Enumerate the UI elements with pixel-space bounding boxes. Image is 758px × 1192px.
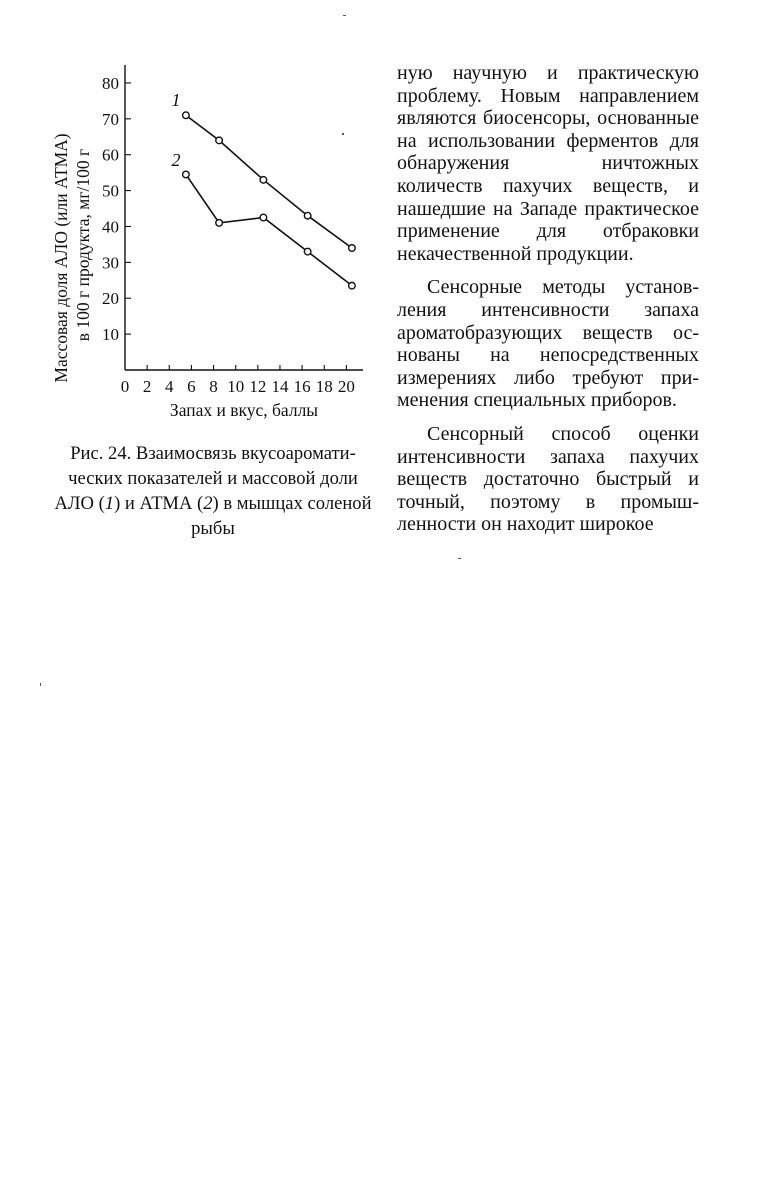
y-axis-title: [51, 133, 93, 382]
x-tick-label: 6: [187, 377, 196, 396]
y-tick-label: 80: [102, 73, 119, 93]
series-2-point: [183, 171, 190, 178]
y-tick-label: 20: [102, 289, 119, 309]
x-tick-label: 8: [209, 377, 218, 396]
series-2-point: [349, 282, 356, 289]
x-tick-label: 18: [315, 377, 333, 396]
body-paragraph-3: Сенсорный способ оценки интенсивности запаха пахучих веществ достаточно быстрый и точный, поэтому в промышленности он находит широкое: [397, 422, 699, 536]
y-tick-label: 30: [102, 253, 119, 273]
y-tick-label: 60: [102, 145, 119, 165]
caption-series-1: 1: [104, 493, 115, 514]
x-tick-label: 4: [165, 377, 174, 396]
series-2-point: [216, 220, 223, 227]
scan-speck: [40, 683, 41, 686]
series-1-point: [183, 112, 190, 119]
y-tick-label: 70: [102, 109, 119, 129]
x-axis-title: Запах и вкус, баллы: [169, 400, 319, 420]
body-paragraph-1: ную научную и практическую проблему. Новым направлением являются биосенсоры, основанные на использовании ферментов для обнаружения ничтожных количеств пахучих веществ, и нашедшие на Западе практическое применение для отбраковки некачественной продукции.: [397, 62, 699, 265]
scan-speck: [343, 15, 346, 16]
chart: [45, 55, 380, 435]
series-2-point: [260, 214, 267, 221]
series-1-point: [349, 245, 356, 252]
scan-speck: [458, 558, 461, 559]
y-tick-label: 50: [102, 181, 119, 201]
x-tick-label: 14: [271, 377, 289, 396]
series-group: [183, 112, 356, 289]
y-axis-title-line1: Массовая доля АЛО (или АТМА): [51, 133, 71, 383]
caption-middle: ) и АТМА (: [114, 493, 204, 514]
y-tick-label: 10: [102, 325, 119, 345]
x-tick-label: 20: [337, 377, 355, 396]
y-axis-title-line2: в 100 г продукта, мг/100 г: [73, 148, 93, 342]
x-tick-label: 16: [293, 377, 311, 396]
scan-speck: [342, 133, 344, 135]
x-tick-label: 10: [227, 377, 245, 396]
axis-ticks: [102, 74, 355, 396]
series-label-2: 2: [171, 150, 181, 170]
series-2-point: [304, 248, 311, 255]
series-1-point: [304, 212, 311, 219]
body-text-column: [397, 62, 699, 547]
series-label-1: 1: [171, 90, 181, 110]
series-1-point: [260, 177, 267, 184]
series-1-point: [216, 137, 223, 144]
x-tick-label: 0: [120, 377, 130, 396]
figure-caption: [52, 441, 374, 541]
y-tick-label: 40: [102, 217, 119, 237]
x-tick-label: 12: [249, 377, 267, 396]
x-tick-label: 2: [142, 377, 152, 396]
body-paragraph-2: Сенсорные методы установления интенсивности запаха ароматобразующих веществ основаны на непосредственных измерениях либо требуют применения специальных приборов.: [397, 276, 699, 412]
caption-series-2: 2: [203, 493, 213, 514]
series-1-line: [186, 115, 352, 248]
caption-suffix: ) в мышцах соленой рыбы: [191, 493, 372, 539]
caption-prefix: Рис. 24. Взаимосвязь вкусоароматических показателей и массовой доли АЛО (: [54, 443, 358, 514]
